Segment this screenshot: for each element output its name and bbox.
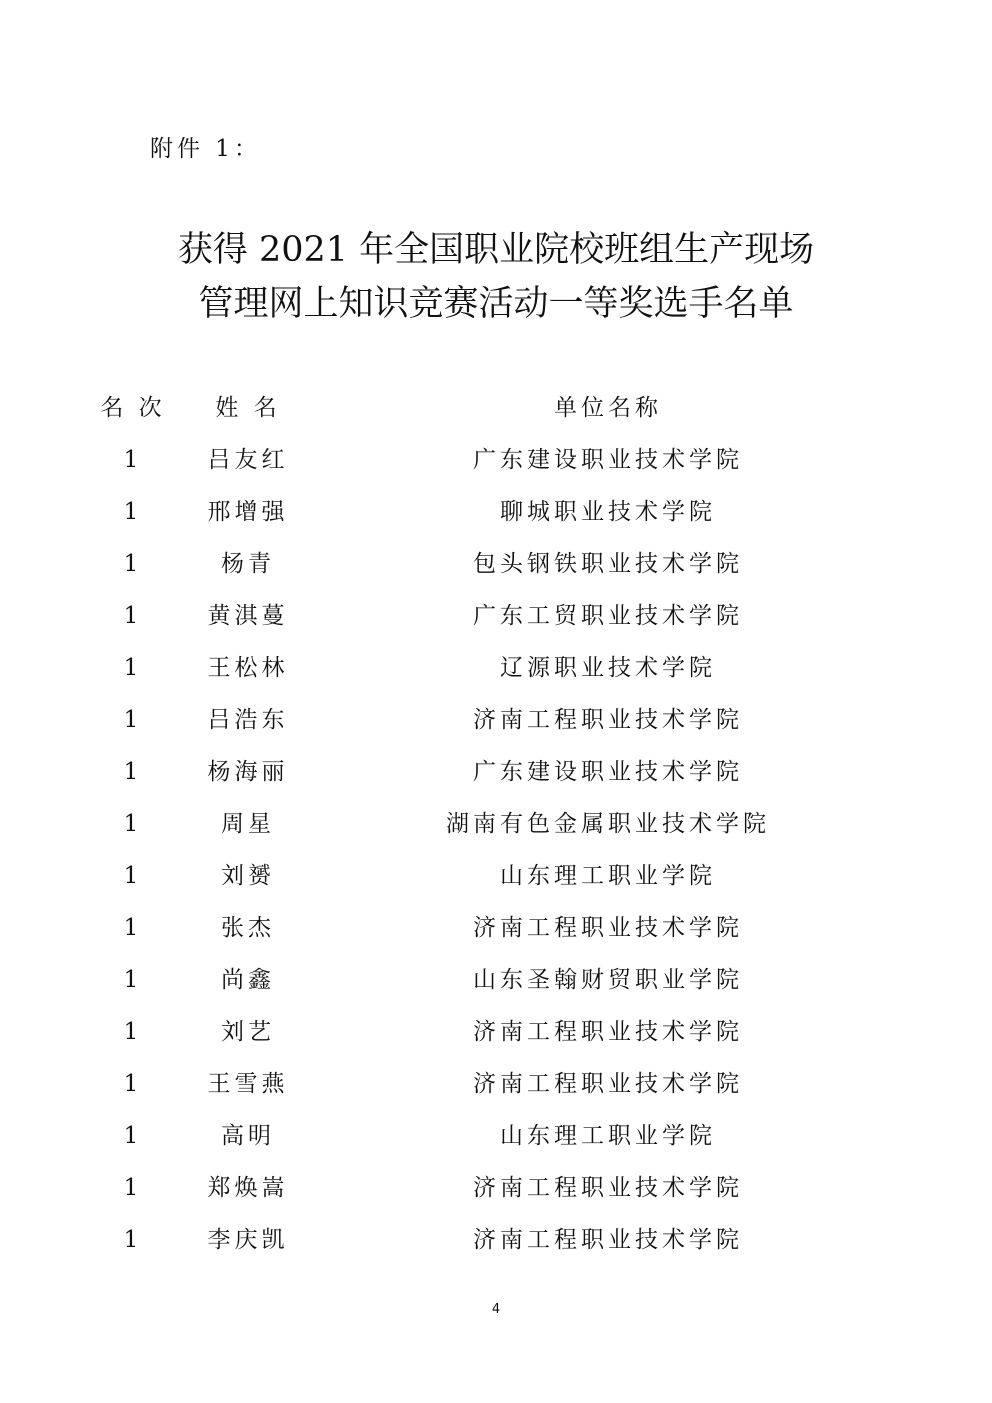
row-name: 王雪燕	[207, 1071, 289, 1097]
row-unit: 山东理工职业学院	[500, 1123, 716, 1149]
row-unit: 济南工程职业技术学院	[473, 1175, 743, 1201]
row-name: 吕浩东	[207, 707, 289, 733]
row-rank: 1	[123, 1175, 143, 1201]
row-unit: 广东建设职业技术学院	[473, 447, 743, 473]
row-unit: 济南工程职业技术学院	[473, 1227, 743, 1253]
row-unit: 湖南有色金属职业技术学院	[446, 811, 770, 837]
table-row	[0, 960, 992, 1000]
row-rank: 1	[123, 551, 143, 577]
row-name: 刘艺	[221, 1019, 275, 1045]
row-name: 吕友红	[207, 447, 289, 473]
table-row	[0, 804, 992, 844]
row-rank: 1	[123, 499, 143, 525]
table-row	[0, 492, 992, 532]
table-row	[0, 648, 992, 688]
row-rank: 1	[123, 759, 143, 785]
row-name: 王松林	[207, 655, 289, 681]
row-name: 杨海丽	[207, 759, 289, 785]
table-row	[0, 544, 992, 584]
row-name: 尚鑫	[221, 967, 275, 993]
row-name: 刘赟	[221, 863, 275, 889]
document-title-line-2: 管理网上知识竞赛活动一等奖选手名单	[198, 284, 794, 324]
table-row	[0, 908, 992, 948]
row-unit: 济南工程职业技术学院	[473, 915, 743, 941]
row-unit: 广东建设职业技术学院	[473, 759, 743, 785]
row-rank: 1	[123, 447, 143, 473]
table-row	[0, 1064, 992, 1104]
row-rank: 1	[123, 707, 143, 733]
row-rank: 1	[123, 1019, 143, 1045]
row-name: 张杰	[221, 915, 275, 941]
row-name: 邢增强	[207, 499, 289, 525]
table-row	[0, 1220, 992, 1260]
header-rank: 名 次	[100, 395, 166, 421]
table-row	[0, 1116, 992, 1156]
row-unit: 广东工贸职业技术学院	[473, 603, 743, 629]
table-row	[0, 1012, 992, 1052]
row-unit: 辽源职业技术学院	[500, 655, 716, 681]
row-unit: 山东圣翰财贸职业学院	[473, 967, 743, 993]
row-unit: 济南工程职业技术学院	[473, 1019, 743, 1045]
table-row	[0, 596, 992, 636]
table-row	[0, 1168, 992, 1208]
row-rank: 1	[123, 1071, 143, 1097]
table-header-row	[0, 388, 992, 428]
table-row	[0, 700, 992, 740]
row-name: 杨青	[221, 551, 275, 577]
table-row	[0, 856, 992, 896]
row-rank: 1	[123, 603, 143, 629]
row-rank: 1	[123, 1123, 143, 1149]
row-rank: 1	[123, 915, 143, 941]
document-title-line-1: 获得 2021 年全国职业院校班组生产现场	[177, 230, 815, 270]
header-name: 姓 名	[215, 395, 281, 421]
page-number: 4	[491, 1302, 501, 1317]
row-name: 黄淇蔓	[207, 603, 289, 629]
header-unit: 单位名称	[554, 395, 662, 421]
row-name: 高明	[221, 1123, 275, 1149]
row-rank: 1	[123, 863, 143, 889]
row-unit: 济南工程职业技术学院	[473, 707, 743, 733]
row-unit: 山东理工职业学院	[500, 863, 716, 889]
attachment-label: 附件 1：	[150, 136, 261, 162]
row-name: 李庆凯	[207, 1227, 289, 1253]
table-row	[0, 440, 992, 480]
row-rank: 1	[123, 1227, 143, 1253]
row-rank: 1	[123, 811, 143, 837]
row-rank: 1	[123, 967, 143, 993]
row-unit: 济南工程职业技术学院	[473, 1071, 743, 1097]
row-rank: 1	[123, 655, 143, 681]
row-name: 郑焕嵩	[207, 1175, 289, 1201]
row-name: 周星	[221, 811, 275, 837]
table-row	[0, 752, 992, 792]
row-unit: 包头钢铁职业技术学院	[473, 551, 743, 577]
row-unit: 聊城职业技术学院	[500, 499, 716, 525]
